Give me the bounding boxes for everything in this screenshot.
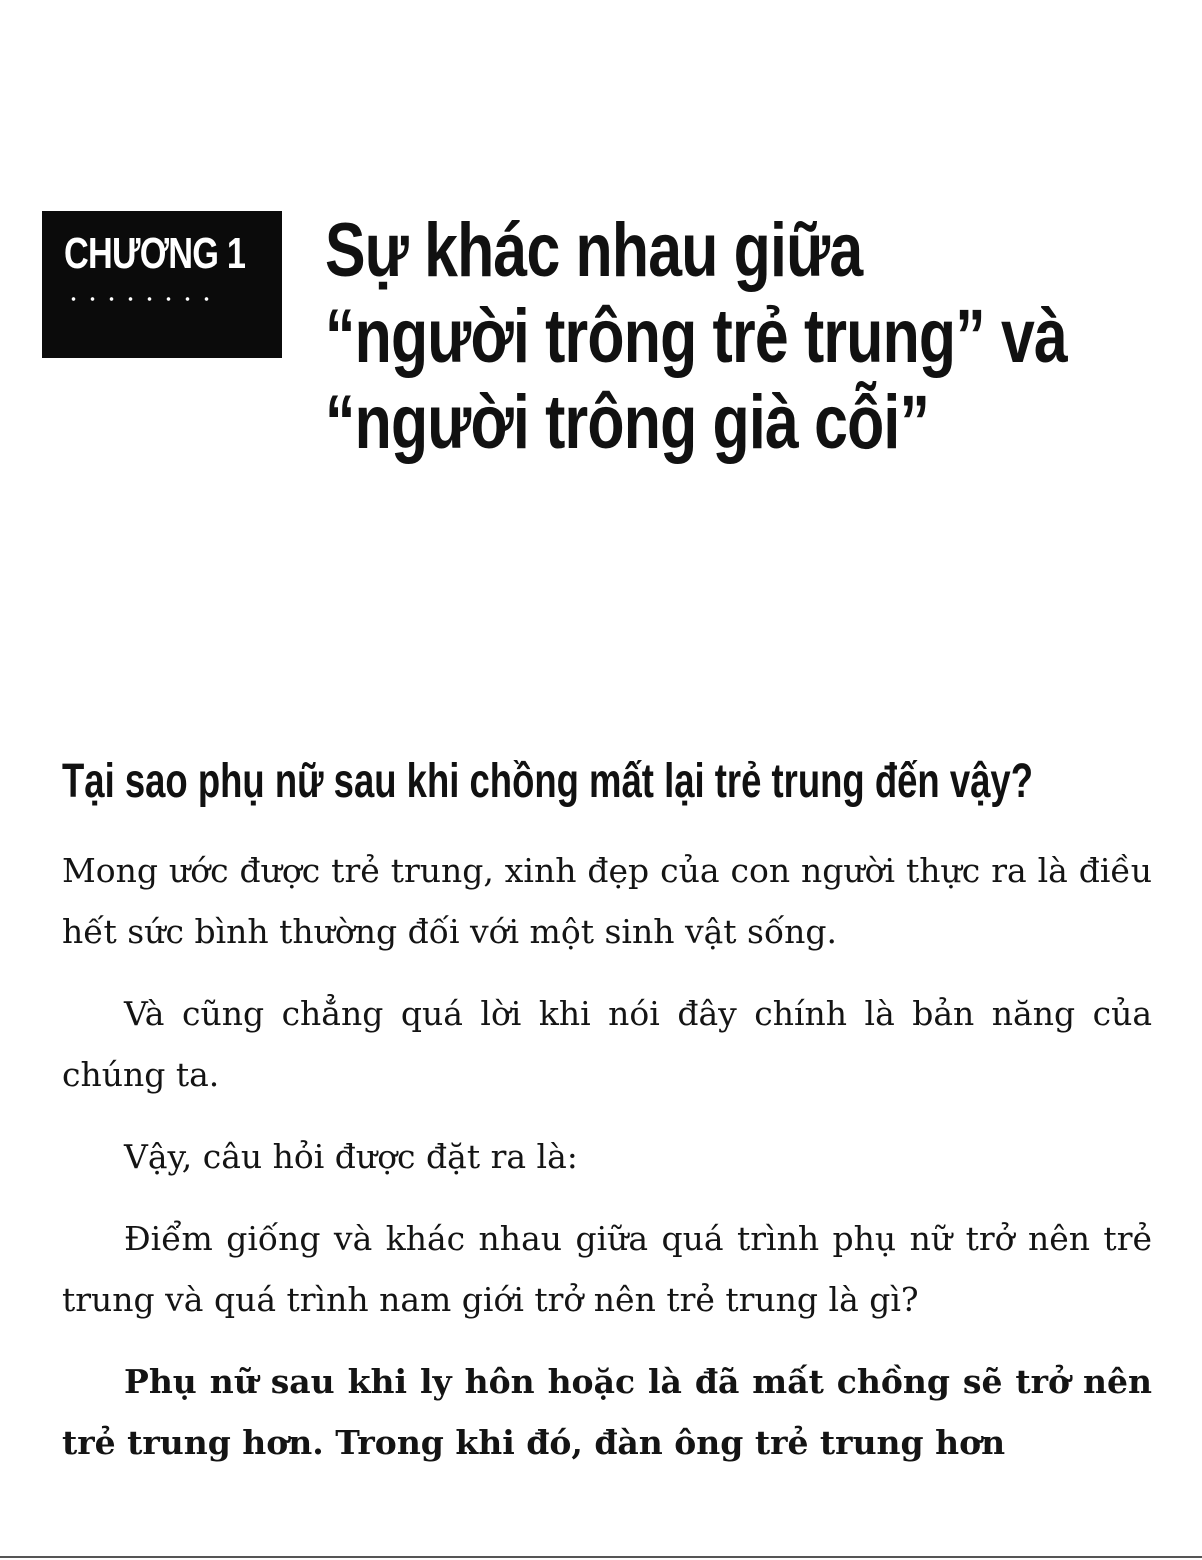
paragraph: Mong ước được trẻ trung, xinh đẹp của con người thực ra là điều hết sức bình thường đối với một sinh vật sống.: [62, 851, 1152, 951]
chapter-title-line: Sự khác nhau giữa: [325, 208, 863, 293]
chapter-title-line: “người trông trẻ trung” và: [325, 294, 1067, 379]
page-bottom-edge: [0, 1556, 1202, 1558]
paragraph-bold: Phụ nữ sau khi ly hôn hoặc là đã mất chồng sẽ trở nên trẻ trung hơn. Trong khi đó, đàn ông trẻ trung hơn: [62, 1362, 1152, 1462]
paragraph: Điểm giống và khác nhau giữa quá trình phụ nữ trở nên trẻ trung và quá trình nam giới trở nên trẻ trung là gì?: [62, 1219, 1152, 1319]
paragraph: Và cũng chẳng quá lời khi nói đây chính là bản năng của chúng ta.: [62, 994, 1152, 1094]
chapter-label-box: [42, 211, 282, 358]
paragraph: Vậy, câu hỏi được đặt ra là:: [124, 1137, 578, 1176]
body-text: [62, 840, 1152, 1494]
chapter-dotted-rule: [64, 297, 220, 301]
section-heading: Tại sao phụ nữ sau khi chồng mất lại trẻ trung đến vậy?: [62, 755, 1033, 808]
chapter-label: CHƯƠNG 1: [64, 229, 246, 278]
chapter-title-line: “người trông già cỗi”: [325, 380, 930, 465]
chapter-title: [325, 208, 1185, 466]
